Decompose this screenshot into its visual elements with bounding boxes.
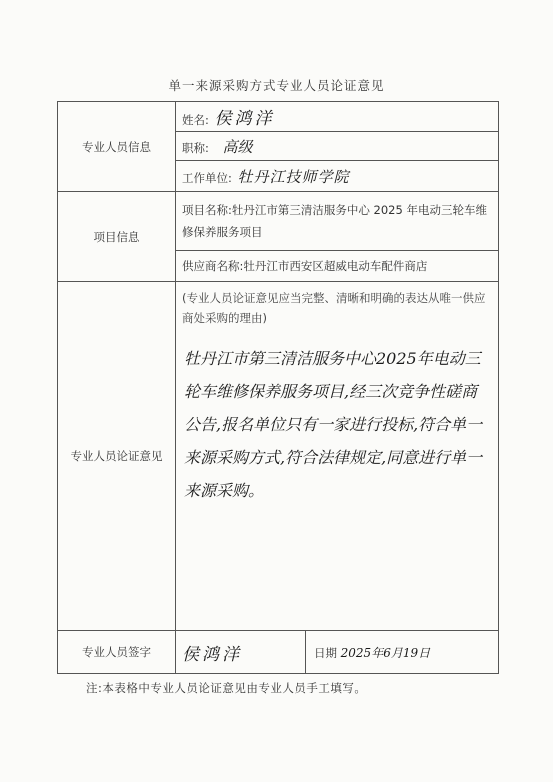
work-unit-label: 工作单位: (182, 170, 232, 185)
date-cell (306, 631, 499, 674)
work-unit-value: 牡丹江技师学院 (237, 167, 350, 186)
opinion-content (176, 282, 499, 631)
signature-label: 专业人员签字 (58, 631, 176, 674)
opinion-handwritten-text: 牡丹江市第三清洁服务中心2025年电动三轮车维修保养服务项目,经三次竞争性磋商公告,报名单位只有一家进行投标,符合单一来源采购方式,符合法律规定,同意进行单一来源采购。 (184, 349, 483, 500)
signature-cell (176, 631, 306, 674)
date-label: 日期 (314, 645, 337, 660)
project-name: 项目名称:牡丹江市第三清洁服务中心 2025 年电动三轮车维修保养服务项目 (176, 192, 499, 251)
expert-info-section-label: 专业人员信息 (58, 102, 176, 192)
supplier-name: 供应商名称:牡丹江市西安区超威电动车配件商店 (176, 251, 499, 282)
date-value: 2025年6月19日 (340, 645, 431, 660)
footnote: 注:本表格中专业人员论证意见由专业人员手工填写。 (86, 681, 367, 695)
title-row (176, 132, 499, 161)
name-value: 侯鸿洋 (214, 109, 275, 129)
name-label: 姓名: (182, 113, 209, 127)
name-row (176, 102, 499, 132)
title-label: 职称: (182, 140, 209, 155)
document-title: 单一来源采购方式专业人员论证意见 (168, 78, 385, 93)
opinion-section-label: 专业人员论证意见 (58, 282, 176, 631)
title-value: 高级 (222, 137, 253, 156)
work-unit-row (176, 161, 499, 192)
opinion-hint: (专业人员论证意见应当完整、清晰和明确的表达从唯一供应商处采购的理由) (182, 291, 486, 325)
signature-value: 侯鸿洋 (182, 644, 242, 665)
project-info-section-label: 项目信息 (58, 192, 176, 282)
opinion-form-table (57, 101, 499, 674)
